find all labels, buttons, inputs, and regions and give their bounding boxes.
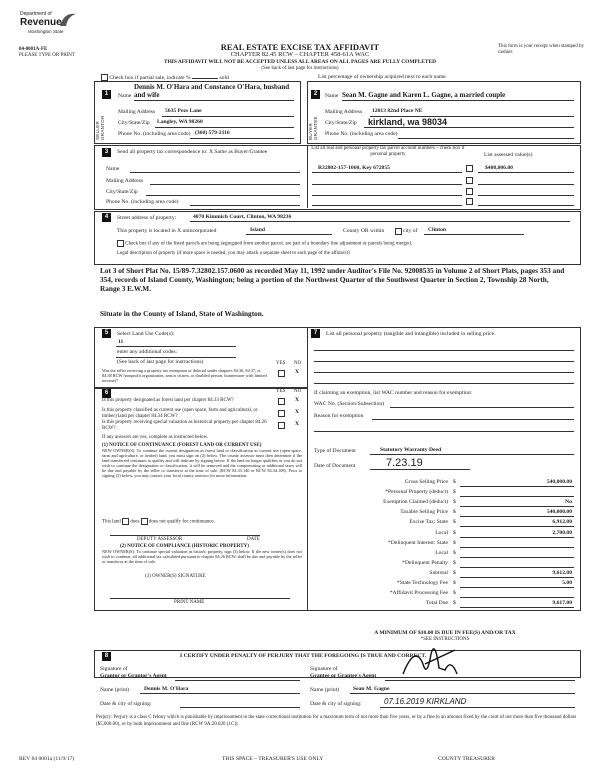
tax-row-currency: $ — [453, 590, 456, 597]
continuance-text: NEW OWNER(S): To continue the current designation as forest land or classification as current use (open space, farm and agriculture, or timber) land, you must sign on (3) below. The county assessor must then determine if the land transferred continues to qualify and will indicate by signing below. If the land no longer qualifies or you do not wish to continue the designation or classification, it will be removed and the compensating or additional taxes will be due and payable by the seller or transferor at the time of sale. (RCW 84.33.140 or RCW 84.34.108). Prior to signing (3) below, you may contact your local county assessor for more information. — [102, 448, 302, 478]
seller-mail: 5635 Pezs Lane — [165, 108, 202, 114]
s3-mail-label: Mailing Address — [106, 178, 144, 184]
city-of-label: city of — [403, 228, 418, 234]
perjury-notice: Perjury: Perjury is a class C felony which is punishable by imprisonment in the state correctional institution for a maximum term of not more than five years, or by a fine in an amount fixed by the court of not more than five thousand dollars ($5,000.00), or by both imprisonment and fine (RCW 9A.20.020 (1C)). — [96, 715, 577, 727]
s3-phone-label: Phone No. (including area code) — [106, 199, 179, 205]
tax-row-currency: $ — [453, 499, 456, 506]
tax-row-value: 9,617.00 — [552, 600, 572, 607]
if-yes-note: If any answers are yes, complete as instructed below. — [102, 435, 209, 440]
see-back-note: (See back of last page for instructions) — [261, 66, 339, 71]
exemption-claim-label: If claiming an exemption, list WAC number and reason for exemption: — [314, 390, 473, 396]
list-pct-note: List percentage of ownership acquired next to each name. — [318, 74, 448, 80]
certify-statement: I CERTIFY UNDER PENALTY OF PERJURY THAT THE FOREGOING IS TRUE AND CORRECT. — [180, 653, 427, 659]
historic-text: NEW OWNER(S): To continue special valuation as historic property, sign (3) below. If the new owner(s) does not wish to continue, all additional tax calculated pursuant to chapter 84.26 RCW, shall be due and payable by the seller or transferor at the time of sale. — [102, 549, 302, 564]
current-use-question: Is this property classified as current use (open space, farm and agricultural, or timber) land per chapter 84.34 RCW? — [102, 408, 258, 419]
within-city-checkbox[interactable] — [395, 228, 402, 235]
rev-code: REV 84 0001a (11/9/17) — [19, 756, 75, 762]
tax-row-underline — [460, 506, 574, 507]
street-address: 4070 Kimmich Court, Clinton, WA 98236 — [193, 214, 292, 220]
grantor-date-city-label: Date & city of signing: — [100, 701, 152, 707]
personal-property-checkbox-2[interactable] — [466, 177, 473, 184]
section-1-number: 1 — [102, 90, 111, 99]
land-use-label: Select Land Use Code(s): — [117, 331, 175, 337]
doc-date-label: Date of Document — [314, 463, 356, 469]
seller-name: Dennis M. O'Hara and Constance O'Hara, husband and wife — [134, 83, 290, 99]
grantee-name-print-label: Name (print) — [310, 687, 340, 693]
grantee-date-city: 07.16.2019 KIRKLAND — [384, 697, 467, 706]
tax-row-currency: $ — [453, 519, 456, 526]
tax-row-currency: $ — [453, 489, 456, 496]
grantor-name-print-label: Name (print) — [100, 687, 130, 693]
additional-codes-label: enter any additional codes: — [117, 349, 178, 355]
form-chapter: CHAPTER 82.45 RCW – CHAPTER 458-61A WAC — [230, 51, 370, 58]
seller-mail-label: Mailing Address — [118, 109, 156, 115]
s5-see-back: (See back of last page for instructions) — [117, 359, 204, 365]
tax-row-label: Gross Selling Price — [404, 479, 448, 485]
grantee-signature — [395, 634, 465, 686]
buyer-mail: 12013 82nd Place NE — [372, 108, 423, 114]
tax-row-underline — [460, 547, 574, 548]
grantor-printed-name: Dennis M. O'Hara — [144, 686, 189, 692]
county-treasurer-label: COUNTY TREASURER — [438, 756, 496, 762]
s5-yes-header: YES — [276, 361, 286, 366]
tax-row-currency: $ — [453, 580, 456, 586]
tax-row-value: No — [565, 499, 572, 506]
historic-yes-checkbox[interactable] — [278, 422, 285, 429]
seller-phone-label: Phone No. (including area code) — [118, 131, 191, 137]
legal-description: Lot 3 of Short Plat No. 15/89-7.32802.157.0600 as recorded May 11, 1992 under Auditor's File No. 92008535 in Volume 2 of Short Plats, pages 353 and 354, records of Island County, Washington; being a portion of the Northwest Quarter of the Southwest Quarter in Section 2, Township 28 North, Range 3 E.W.M. — [100, 266, 565, 294]
historic-answer: X — [295, 421, 300, 427]
tax-row-underline — [460, 577, 574, 578]
segregated-label: Check box if any of the listed parcels are being segregated from another parcel, are part of a boundary line adjustment or parcels being merged. — [125, 241, 412, 247]
personal-property-checkbox-1[interactable] — [466, 165, 473, 172]
tax-row-label: Exemption Claimed (deduct) — [383, 499, 448, 506]
does-not-checkbox[interactable] — [141, 518, 148, 525]
buyer-city-label: City/State/Zip — [325, 120, 357, 126]
section-4-number: 4 — [102, 213, 111, 222]
s5-no-header: NO — [294, 361, 302, 366]
s3-city-label: City/State/Zip — [106, 189, 138, 195]
dor-logo — [18, 8, 78, 40]
tax-row-underline — [460, 597, 574, 598]
buyer-name-label: Name — [325, 93, 339, 99]
tax-row-currency: $ — [453, 569, 456, 576]
county-or-label: County OR within — [343, 228, 385, 234]
section-2-number: 2 — [311, 90, 320, 99]
continuance-title: (1) NOTICE OF CONTINUANCE (FOREST LAND OR CURRENT USE) — [102, 443, 262, 448]
personal-property-checkbox-3[interactable] — [466, 188, 473, 195]
tax-row-value: 540,000.00 — [546, 479, 572, 485]
buyer-city: kirkland, wa 98034 — [368, 117, 448, 127]
tax-row-currency: $ — [453, 509, 456, 516]
section-8-number: 8 — [102, 652, 111, 661]
tax-row-currency: $ — [453, 479, 456, 485]
doc-type: Statutory Warranty Deed — [380, 447, 442, 453]
grantee-sig-label-2: Grantee or Grantee's Agent — [310, 673, 377, 679]
tax-row-label: *Delinquent Penalty — [402, 559, 448, 566]
city-name: Clinton — [428, 227, 447, 233]
minimum-due-note: A MINIMUM OF $10.00 IS DUE IN FEE(S) AND/OR TAX — [374, 630, 516, 636]
s6-yes-header: YES — [276, 389, 286, 394]
receipt-note: This form is your receipt when stamped by cashier. — [498, 44, 584, 55]
seller-city-label: City/State/Zip — [118, 120, 150, 126]
doc-date: 7.23.19 — [386, 457, 423, 469]
section-7-number: 7 — [311, 329, 320, 338]
type-print-note: PLEASE TYPE OR PRINT — [19, 53, 75, 58]
tax-row-label: Taxable Selling Price — [400, 509, 448, 516]
tax-row-label: *Delinquent Interest: State — [388, 539, 448, 546]
current-use-yes-checkbox[interactable] — [278, 410, 285, 417]
seller-city: Langley, WA 98260 — [157, 119, 203, 125]
located-label: This property is located in X unincorporated — [117, 228, 217, 234]
logo-dept: Department of — [20, 11, 52, 17]
tax-row-currency: $ — [453, 600, 456, 607]
partial-sale-checkbox[interactable] — [101, 74, 108, 81]
legal-label: Legal description of property (if more space is needed, you may attach a separate sheet to each page of the affidavit) — [117, 251, 350, 256]
segregated-row — [117, 240, 412, 248]
sold-label: sold — [219, 74, 229, 81]
tax-row-currency: $ — [453, 529, 456, 536]
treasurer-use-label: THIS SPACE – TREASURER'S USE ONLY — [222, 756, 324, 762]
current-use-answer: X — [295, 409, 300, 415]
tax-row-underline — [460, 557, 574, 558]
deputy-date-label: DATE — [247, 537, 260, 542]
seller-phone: (360) 579-2116 — [195, 130, 230, 136]
does-label: does — [130, 519, 140, 525]
grantor-sig-label: Signature of — [100, 666, 128, 672]
parcel-number: R32802-157-1060, Key 672855 — [318, 165, 390, 171]
tax-row-underline — [460, 607, 574, 608]
personal-property-checkbox-4[interactable] — [466, 198, 473, 205]
grantee-sig-label: Signature of — [310, 666, 338, 672]
parcel-header: List all real and personal property tax parcel account numbers – check box if personal property — [311, 146, 465, 157]
form-warning: THIS AFFIDAVIT WILL NOT BE ACCEPTED UNLESS ALL AREAS ON ALL PAGES ARE FULLY COMPLETED — [163, 59, 436, 65]
logo-name: Revenue — [20, 17, 62, 28]
historic-title: (2) NOTICE OF COMPLIANCE (HISTORIC PROPERTY) — [120, 544, 249, 549]
grantee-printed-name: Sean M. Gagne — [353, 686, 390, 692]
situate-line: Situate in the County of Island, State of Washington. — [100, 309, 264, 318]
grantee-date-city-label: Date & city of signing: — [310, 701, 362, 707]
tax-row-label: Local — [435, 529, 448, 536]
tax-row-underline — [460, 587, 574, 588]
tax-row-label: *Affidavit Processing Fee — [389, 590, 448, 597]
tax-row-underline — [460, 526, 574, 527]
owner-signature-label: (3) OWNER(S) SIGNATURE — [145, 574, 206, 579]
tax-row-label: Subtotal — [429, 569, 448, 576]
does-not-label: does not qualify for continuance. — [148, 519, 215, 525]
deputy-assessor-label: DEPUTY ASSESSOR — [137, 537, 183, 542]
tax-row-value: 5.00 — [562, 580, 572, 586]
form-code: 84-0001A-FE — [19, 47, 48, 52]
form-title: REAL ESTATE EXCISE TAX AFFIDAVIT — [220, 42, 380, 52]
assessed-value: $408,006.00 — [485, 165, 513, 171]
land-qualify-row — [102, 518, 215, 526]
tax-row-underline — [460, 567, 574, 568]
s6-no-header: NO — [294, 389, 302, 394]
tax-row-label: Excise Tax: State — [409, 519, 448, 526]
exempt-question: Was the seller receiving a property tax exemption or deferral under chapters 84.36, 84.37, or 84.38 RCW (nonprofit organization, senior citizen, or disabled person, homeowner with limited income)? — [102, 368, 267, 383]
segregated-checkbox[interactable] — [117, 240, 124, 247]
tax-row-value: 2,700.00 — [552, 529, 572, 536]
seller-side-label: SELLER GRANTOR — [95, 115, 105, 140]
does-checkbox[interactable] — [122, 518, 129, 525]
forest-yes-checkbox[interactable] — [278, 398, 285, 405]
tax-row-value: 6,912.00 — [552, 519, 572, 526]
tax-row-currency: $ — [453, 549, 456, 556]
s3-name-label: Name — [106, 166, 120, 172]
assessed-header: List assessed value(s) — [484, 152, 533, 158]
land-use-code: 11 — [118, 339, 124, 345]
buyer-name: Sean M. Gagne and Karen L. Gagne, a married couple — [342, 91, 506, 99]
section-6-number: 6 — [102, 389, 111, 398]
seller-name-label: Name — [118, 93, 132, 99]
section-3-number: 3 — [102, 148, 111, 157]
tax-row-underline — [460, 516, 574, 517]
street-label: Street address of property: — [117, 215, 177, 221]
buyer-side-label: BUYER GRANTEE — [308, 116, 318, 140]
buyer-mail-label: Mailing Address — [325, 109, 363, 115]
partial-sale-label: Check box if partial sale, indicate % — [109, 74, 191, 81]
forest-answer: X — [295, 397, 300, 403]
tax-row-underline — [460, 486, 574, 487]
wac-number-label: WAC No. (Section/Subsection) — [314, 401, 385, 407]
grantor-sig-label-2: Grantor or Grantor's Agent — [100, 673, 167, 679]
s5-exempt-answer: X — [295, 369, 300, 375]
doc-type-label: Type of Document — [314, 448, 356, 454]
see-instructions-note: *SEE INSTRUCTIONS — [420, 637, 470, 642]
section-5-number: 5 — [102, 329, 111, 338]
buyer-phone-label: Phone No. (including area code) — [325, 131, 398, 137]
tax-row-label: *State Technology Fee — [396, 580, 448, 586]
personal-property-label: List all personal property (tangible and intangible) included in selling price. — [326, 331, 496, 337]
tax-row-value: 9,612.00 — [552, 569, 572, 576]
tax-row-label: Local — [435, 549, 448, 556]
tax-row-currency: $ — [453, 539, 456, 546]
tax-row-value: 540,000.00 — [546, 509, 572, 516]
tax-row-label: *Personal Property (deduct) — [385, 489, 448, 496]
tax-correspondence-label: Send all property tax correspondence to: X Same as Buyer/Grantee — [117, 149, 268, 155]
logo-state: Washington State — [28, 29, 64, 34]
land-does-label: This land — [102, 519, 121, 525]
print-name-label: PRINT NAME — [174, 600, 205, 605]
s5-exempt-yes-checkbox[interactable] — [278, 370, 285, 377]
county-name: Island — [250, 227, 265, 233]
tax-row-currency: $ — [453, 559, 456, 566]
tax-row-label: Total Due — [425, 600, 448, 607]
tax-row-underline — [460, 496, 574, 497]
forest-question: Is this property designated as forest land per chapter 84.33 RCW? — [102, 398, 234, 403]
historic-question: Is this property receiving special valuation as historical property per chapter 84.26 RCW? — [102, 420, 267, 431]
tax-row-underline — [460, 537, 574, 538]
exemption-reason-label: Reason for exemption — [314, 413, 364, 419]
